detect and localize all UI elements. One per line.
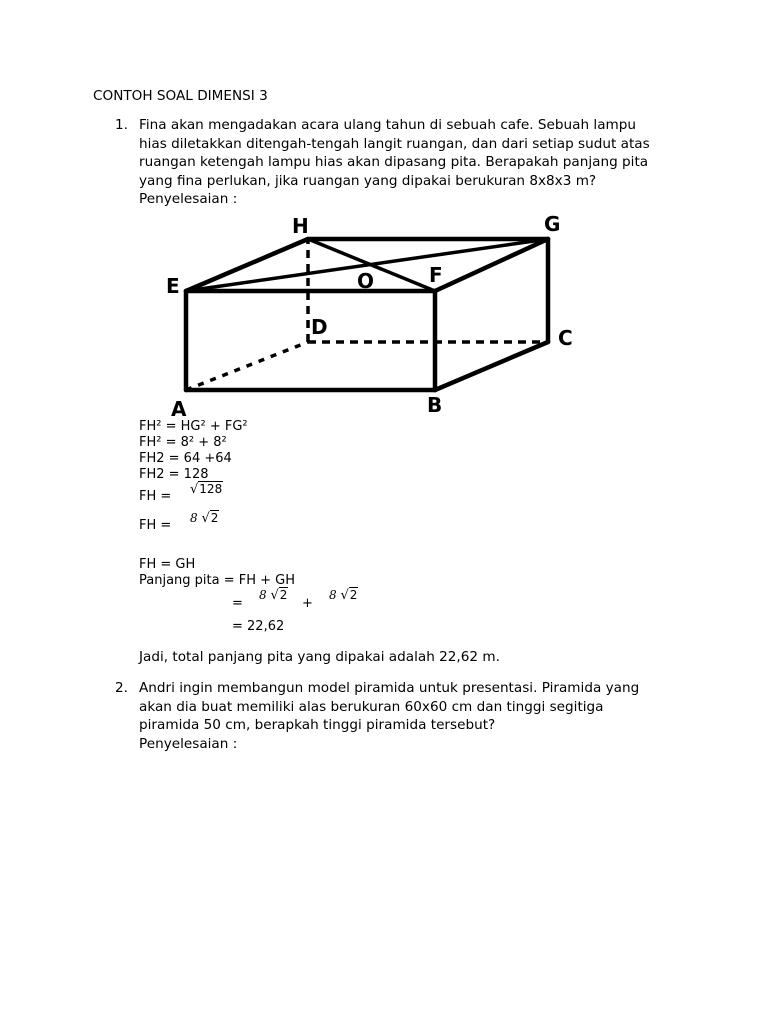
question-2-line: piramida 50 cm, berapkah tinggi piramida tersebut?	[139, 717, 496, 733]
solution-conclusion: Jadi, total panjang pita yang dipakai adalah 22,62 m.	[139, 649, 500, 665]
sqrt-symbol: √	[270, 588, 279, 603]
edge-bc	[435, 342, 548, 390]
solution-step-2: FH² = 8² + 8²	[139, 435, 227, 450]
solution-step-3: FH2 = 64 +64	[139, 451, 232, 466]
question-1-line: hias diletakkan ditengah-tengah langit ruangan, dan dari setiap sudut atas	[139, 135, 650, 152]
vertex-label-a: A	[171, 397, 187, 421]
question-2-line: Penyelesaian :	[139, 735, 238, 752]
question-1-number: 1.	[115, 117, 128, 133]
solution-step-8: Panjang pita = FH + GH	[139, 573, 296, 588]
question-2-text	[139, 679, 699, 753]
coefficient: 8	[190, 511, 198, 525]
solution-step-9-term-a	[259, 588, 288, 603]
solution-step-9-plus: +	[302, 596, 313, 611]
vertex-label-g: G	[544, 212, 561, 236]
vertex-label-o: O	[357, 269, 375, 293]
sqrt-symbol: √	[190, 482, 199, 497]
sqrt-symbol: √	[201, 511, 210, 526]
vertex-label-d: D	[311, 315, 328, 339]
question-1-line: yang fina perlukan, jika ruangan yang dipakai berukuran 8x8x3 m?	[139, 172, 597, 189]
cuboid-figure	[0, 0, 768, 430]
solution-step-1: FH² = HG² + FG²	[139, 419, 248, 434]
solution-step-5-lhs: FH =	[139, 489, 172, 504]
question-2-line: Andri ingin membangun model piramida untuk presentasi. Piramida yang	[139, 680, 640, 696]
question-2-line: akan dia buat memiliki alas berukuran 60x60 cm dan tinggi segitiga	[139, 698, 604, 715]
vertex-label-e: E	[166, 274, 180, 298]
hidden-edge-ad	[186, 342, 308, 390]
vertex-label-h: H	[292, 214, 309, 238]
question-1-line: Penyelesaian :	[139, 191, 238, 207]
vertex-label-f: F	[429, 263, 443, 287]
radicand: 2	[349, 588, 358, 602]
radicand: 2	[279, 588, 288, 602]
sqrt-symbol: √	[340, 588, 349, 603]
question-1-line: Fina akan mengadakan acara ulang tahun di sebuah cafe. Sebuah lampu	[139, 117, 637, 133]
solution-step-9-term-b	[329, 588, 358, 603]
solution-step-9-eq: =	[232, 596, 243, 611]
solution-step-10: = 22,62	[232, 619, 285, 634]
coefficient: 8	[329, 588, 337, 602]
page-title: CONTOH SOAL DIMENSI 3	[93, 88, 268, 104]
coefficient: 8	[259, 588, 267, 602]
question-2-number: 2.	[115, 680, 128, 696]
solution-step-7: FH = GH	[139, 557, 196, 572]
radicand: 128	[199, 482, 223, 496]
solution-step-6-lhs: FH =	[139, 518, 172, 533]
solution-step-6-value	[190, 511, 219, 526]
solution-step-4: FH2 = 128	[139, 467, 209, 482]
vertex-label-b: B	[427, 393, 443, 417]
vertex-label-c: C	[558, 326, 573, 350]
solution-step-5-sqrt	[190, 482, 223, 497]
radicand: 2	[210, 511, 219, 525]
question-1-line: ruangan ketengah lampu hias akan dipasang pita. Berapakah panjang pita	[139, 154, 649, 170]
